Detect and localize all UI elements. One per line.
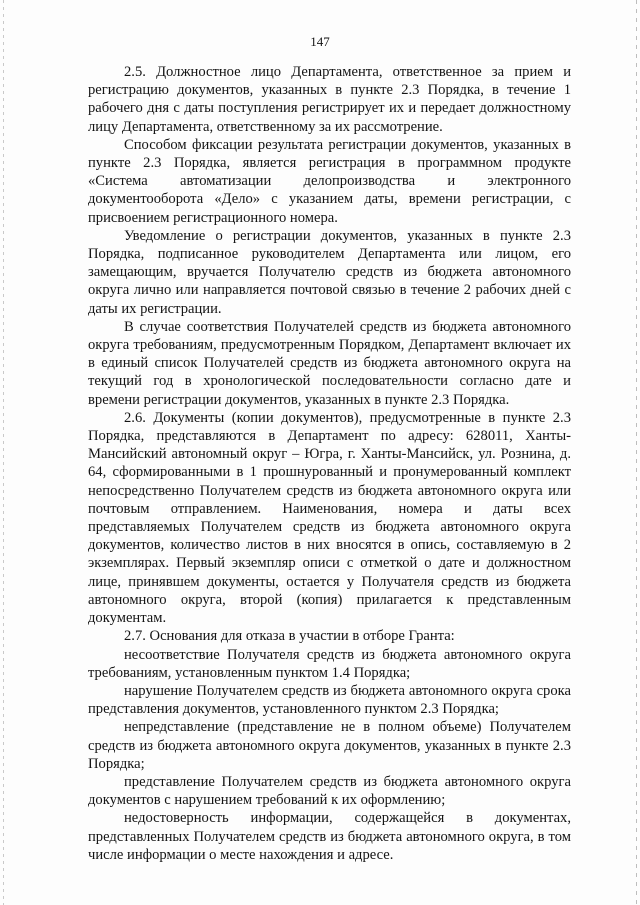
- paragraph-2-5: 2.5. Должностное лицо Департамента, ответственное за прием и регистрацию документов, указанных в пункте 2.3 Порядка, в течение 1 рабочего дня с даты поступления регистрирует их и передает должностному лицу Департамента, ответственному за их рассмотрение.: [88, 64, 571, 135]
- paragraph-recipients-list: В случае соответствия Получателей средств из бюджета автономного округа требованиям, предусмотренным Порядком, Департамент включает их в единый список Получателей средств из бюджета автономного округа на текущий год в хронологической последовательности согласно дате и времени регистрации документов, указанных в пункте 2.3 Порядка.: [88, 318, 571, 408]
- list-item-refusal-reason: непредставление (представление не в полном объеме) Получателем средств из бюджета автономного округа документов, указанных в пункте 2.3 Порядка;: [88, 719, 571, 772]
- list-item-refusal-reason: недостоверность информации, содержащейся в документах, представленных Получателем средств из бюджета автономного округа, в том числе информации о месте нахождения и адресе.: [88, 810, 571, 863]
- paragraph-registration-method: Способом фиксации результата регистрации документов, указанных в пункте 2.3 Порядка, является регистрация в программном продукте «Система автоматизации делопроизводства и электронного документооборота «Дело» с указанием даты, времени регистрации, с присвоением регистрационного номера.: [88, 136, 571, 226]
- page-number: 147: [310, 34, 330, 49]
- paragraph-2-6: 2.6. Документы (копии документов), предусмотренные в пункте 2.3 Порядка, представляются в Департамент по адресу: 628011, Ханты-Мансийский автономный округ – Югра, г. Ханты-Мансийск, ул. Рознина, д. 64, сформированными в 1 прошнурованный и пронумерованный комплект непосредственно Получателем средств из бюджета автономного округа или почтовым отправлением. Наименования, номера и даты всех представляемых Получателем средств из бюджета автономного округа документов, количество листов в них вносятся в опись, составляемую в 2 экземплярах. Первый экземпляр описи с отметкой о дате и должностном лице, принявшем документы, остается у Получателя средств из бюджета автономного округа, второй (копия) прилагается к представленным документам.: [88, 409, 571, 627]
- list-item-refusal-reason: представление Получателем средств из бюджета автономного округа документов с нарушением требований к их оформлению;: [88, 773, 571, 809]
- list-item-refusal-reason: несоответствие Получателя средств из бюджета автономного округа требованиям, установленным пунктом 1.4 Порядка;: [88, 646, 571, 681]
- scan-edge-left: [3, 0, 4, 905]
- scan-edge-right: [636, 0, 637, 905]
- document-body: [88, 63, 571, 864]
- list-item-refusal-reason: нарушение Получателем средств из бюджета автономного округа срока представления документов, установленного пунктом 2.3 Порядка;: [88, 682, 571, 718]
- paragraph-registration-notice: Уведомление о регистрации документов, указанных в пункте 2.3 Порядка, подписанное руководителем Департамента или лицом, его замещающим, вручается Получателю средств из бюджета автономного округа лично или направляется почтовой связью в течение 2 рабочих дней с даты их регистрации.: [88, 227, 571, 317]
- paragraph-2-7-heading: 2.7. Основания для отказа в участии в отборе Гранта:: [124, 628, 455, 645]
